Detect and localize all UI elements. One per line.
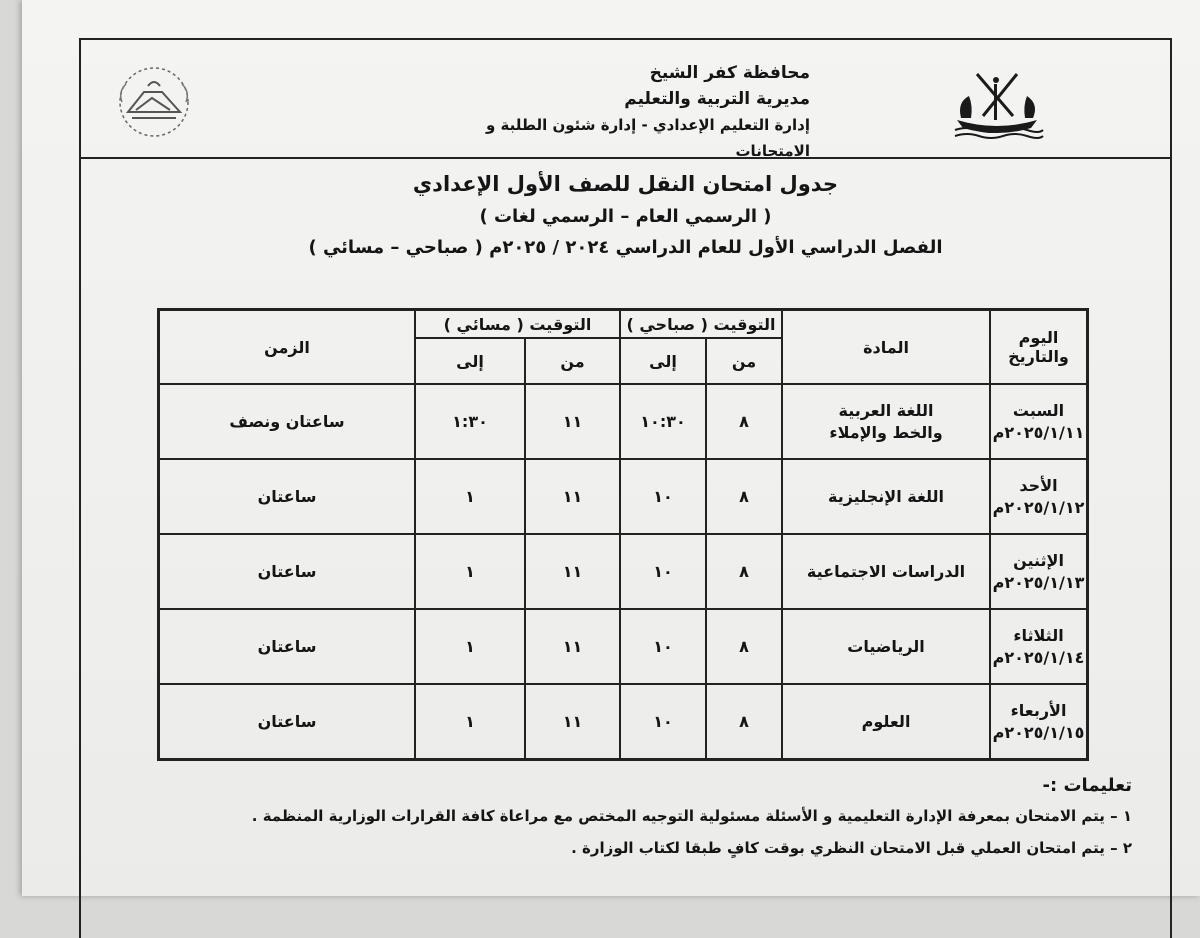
exam-date: ٢٠٢٥/١/١٥م — [992, 722, 1085, 742]
subject-cell — [782, 459, 990, 534]
day-date-cell — [990, 534, 1087, 609]
evening-to-cell: ١ — [415, 609, 525, 684]
morning-from-cell: ٨ — [706, 384, 782, 459]
subject-cell — [782, 684, 990, 759]
duration-cell: ساعتان — [159, 684, 415, 759]
subject-name-line2: والخط والإملاء — [829, 422, 943, 442]
instruction-item: ٢ – يتم امتحان العملي قبل الامتحان النظري بوقت كافٍ طبقا لكتاب الوزارة . — [571, 839, 1132, 857]
evening-from-cell: ١١ — [525, 609, 620, 684]
day-date-cell — [990, 609, 1087, 684]
subject-cell — [782, 609, 990, 684]
header-subject: المادة — [782, 310, 990, 384]
duration-cell: ساعتان ونصف — [159, 384, 415, 459]
duration-cell: ساعتان — [159, 534, 415, 609]
exam-date: ٢٠٢٥/١/١٣م — [992, 572, 1085, 592]
title-main: جدول امتحان النقل للصف الأول الإعدادي — [412, 172, 839, 196]
evening-to-cell: ١ — [415, 459, 525, 534]
morning-from-cell: ٨ — [706, 609, 782, 684]
day-date-cell — [990, 684, 1087, 759]
day-name: الثلاثاء — [1013, 625, 1064, 645]
document-page — [22, 0, 1200, 896]
morning-from-cell: ٨ — [706, 459, 782, 534]
header-evening: التوقيت ( مسائي ) — [415, 310, 620, 338]
duration-cell: ساعتان — [159, 609, 415, 684]
header-duration: الزمن — [159, 310, 415, 384]
duration-cell: ساعتان — [159, 459, 415, 534]
evening-to-cell: ١ — [415, 534, 525, 609]
directorate-emblem-icon — [104, 62, 204, 142]
table-row — [159, 384, 1087, 459]
header-morning-to: إلى — [620, 338, 706, 384]
department-name: إدارة التعليم الإعدادي - إدارة شئون الطلبة و الامتحانات — [485, 116, 810, 160]
morning-from-cell: ٨ — [706, 684, 782, 759]
evening-to-cell: ١:٣٠ — [415, 384, 525, 459]
day-date-cell — [990, 459, 1087, 534]
header-day-date: اليوم والتاريخ — [990, 310, 1087, 384]
directorate-name: مديرية التربية والتعليم — [624, 89, 810, 109]
morning-to-cell: ١٠ — [620, 609, 706, 684]
governorate-emblem-icon — [947, 62, 1047, 142]
day-name: الأربعاء — [1010, 700, 1067, 720]
morning-to-cell: ١٠ — [620, 459, 706, 534]
table-row — [159, 459, 1087, 534]
header-morning: التوقيت ( صباحي ) — [620, 310, 782, 338]
subject-name: اللغة العربية — [838, 400, 934, 420]
day-name: الإثنين — [1013, 550, 1064, 570]
exam-date: ٢٠٢٥/١/١٤م — [992, 647, 1085, 667]
title-term: الفصل الدراسي الأول للعام الدراسي ٢٠٢٤ / ٢٠٢٥م ( صباحي – مسائي ) — [308, 237, 943, 258]
morning-from-cell: ٨ — [706, 534, 782, 609]
subject-name: اللغة الإنجليزية — [828, 486, 945, 506]
day-date-cell — [990, 384, 1087, 459]
header-evening-from: من — [525, 338, 620, 384]
organization-header — [450, 60, 810, 164]
evening-from-cell: ١١ — [525, 684, 620, 759]
header-morning-from: من — [706, 338, 782, 384]
header-evening-to: إلى — [415, 338, 525, 384]
morning-to-cell: ١٠:٣٠ — [620, 384, 706, 459]
title-school-types: ( الرسمي العام – الرسمي لغات ) — [479, 206, 772, 227]
day-name: السبت — [1012, 400, 1065, 420]
subject-name: الرياضيات — [847, 636, 925, 656]
instructions-title: تعليمات :- — [1042, 775, 1132, 796]
table-row — [159, 534, 1087, 609]
table-row — [159, 684, 1087, 759]
subject-cell — [782, 534, 990, 609]
evening-from-cell: ١١ — [525, 534, 620, 609]
exam-date: ٢٠٢٥/١/١٢م — [992, 497, 1085, 517]
document-title — [79, 170, 1172, 258]
subject-cell — [782, 384, 990, 459]
evening-from-cell: ١١ — [525, 459, 620, 534]
table-row — [159, 609, 1087, 684]
governorate-name: محافظة كفر الشيخ — [649, 63, 810, 83]
evening-from-cell: ١١ — [525, 384, 620, 459]
day-name: الأحد — [1019, 475, 1058, 495]
exam-schedule-table — [157, 308, 1089, 761]
subject-name: الدراسات الاجتماعية — [806, 561, 966, 581]
evening-to-cell: ١ — [415, 684, 525, 759]
exam-date: ٢٠٢٥/١/١١م — [992, 422, 1085, 442]
instructions-section — [79, 775, 1172, 860]
morning-to-cell: ١٠ — [620, 684, 706, 759]
instruction-item: ١ – يتم الامتحان بمعرفة الإدارة التعليمية و الأسئلة مسئولية التوجيه المختص مع مراعاة كافة القرارات الوزارية المنظمة . — [251, 807, 1132, 825]
subject-name: العلوم — [861, 711, 911, 731]
morning-to-cell: ١٠ — [620, 534, 706, 609]
